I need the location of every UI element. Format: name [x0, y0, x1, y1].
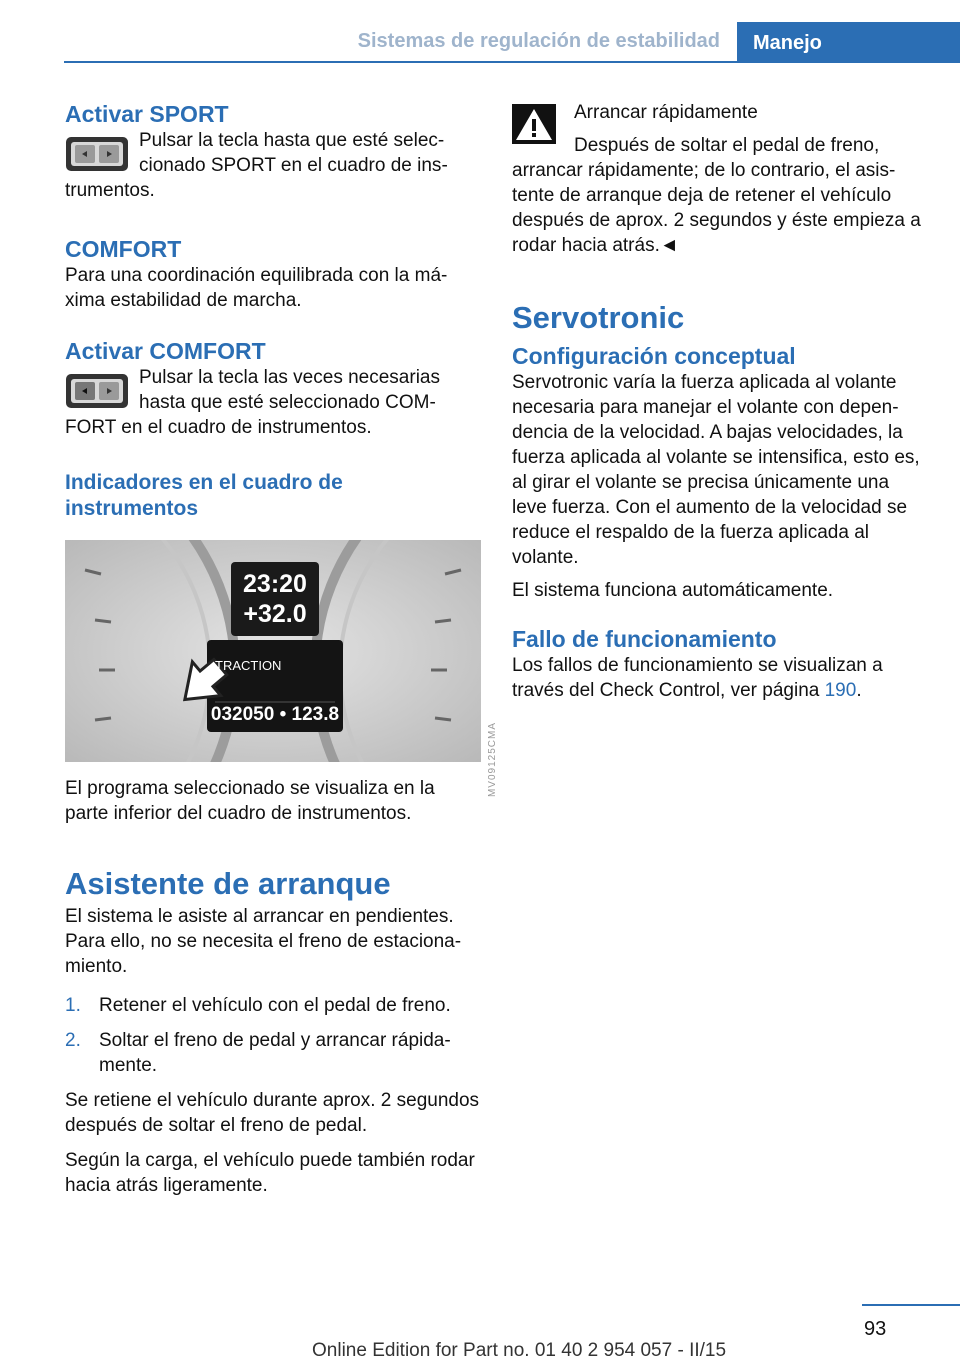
fallo-end: . [856, 680, 862, 701]
list-item [65, 1028, 480, 1078]
fallo-paragraph [512, 653, 922, 703]
header-section-title: Sistemas de regulación de estabilidad [357, 30, 720, 52]
drive-mode-switch-icon [65, 371, 129, 411]
heading-activar-comfort: Activar COMFORT [65, 338, 266, 364]
warning-box [512, 100, 922, 258]
asistente-text: El sistema le asiste al arrancar en pendientes. Para ello, no se necesita el freno de estacionamiento. [65, 906, 462, 977]
carga-text: Según la carga, el vehículo puede también rodar hacia atrás ligeramente. [65, 1150, 475, 1196]
header-chapter-tab[interactable]: Manejo [737, 22, 960, 62]
footer-edition: Online Edition for Part no. 01 40 2 954 057 - II/15 [312, 1340, 727, 1361]
header-rule [64, 61, 960, 63]
drive-mode-switch-icon [65, 134, 129, 174]
figure-caption: El programa seleccionado se visualiza en la parte inferior del cuadro de instrumentos. [65, 778, 435, 824]
list-text: Retener el vehículo con el pedal de freno. [99, 995, 451, 1016]
page-number: 93 [864, 1318, 887, 1340]
auto-text: El sistema funciona automáticamente. [512, 580, 834, 601]
page-link[interactable]: 190 [824, 680, 857, 701]
heading-fallo: Fallo de funcionamiento [512, 626, 777, 652]
warning-text: Después de soltar el pedal de freno, arrancar rápidamente; de lo contrario, el asistente de arranque deja de retener el vehículo después de aprox. 2 segundos y éste empieza a rodar hacia atrás.◄ [512, 135, 921, 256]
config-text: Servotronic varía la fuerza aplicada al volante necesaria para manejar el volante con dependencia de la velocidad. A bajas velocidades, la fuerza aplicada al volante se intensifica, esto es, al girar el volante se precisa únicamente una leve fuerza. Con el aumento de la velocidad se reduce el respaldo de la fuerza aplicada al volante. [512, 372, 920, 568]
sport-text: Pulsar la tecla hasta que esté seleccionado SPORT en el cuadro de instrumentos. [65, 130, 448, 201]
fallo-text: Los fallos de funcionamiento se visualizan a través del Check Control, ver página [512, 655, 883, 701]
heading-configuracion: Configuración conceptual [512, 343, 796, 369]
list-number: 1. [65, 995, 81, 1016]
heading-asistente-arranque: Asistente de arranque [65, 866, 391, 901]
list-number: 2. [65, 1030, 81, 1051]
comfort-instruction [65, 365, 480, 440]
right-column [512, 100, 922, 703]
footer-rule [862, 1304, 960, 1306]
figure-code: MV09125CMA [487, 722, 498, 798]
list-item [65, 993, 480, 1018]
cluster-clock: 23:20 [243, 570, 307, 598]
cluster-traction-label: TRACTION [215, 658, 282, 673]
heading-servotronic: Servotronic [512, 300, 685, 335]
list-text: Soltar el freno de pedal y arrancar rápidamente. [99, 1030, 451, 1076]
page-header [0, 0, 960, 62]
instrument-cluster-figure [65, 540, 481, 762]
heading-activar-sport: Activar SPORT [65, 101, 229, 127]
retiene-text: Se retiene el vehículo durante aprox. 2 segundos después de soltar el freno de pedal. [65, 1090, 480, 1136]
heading-comfort: COMFORT [65, 236, 182, 262]
left-column [65, 100, 480, 1198]
cluster-odometer: 032050 • 123.8 [210, 704, 340, 725]
activar-comfort-text: Pulsar la tecla las veces necesarias hasta que esté seleccionado COMFORT en el cuadro de instrumentos. [65, 367, 440, 438]
heading-indicadores: Indicadores en el cuadro de instrumentos [65, 471, 343, 520]
warning-triangle-icon [512, 104, 556, 144]
sport-instruction [65, 128, 480, 203]
cluster-temperature: +32.0 [243, 600, 307, 628]
comfort-text: Para una coordinación equilibrada con la máxima estabilidad de marcha. [65, 265, 448, 311]
warning-title: Arrancar rápidamente [574, 102, 758, 123]
